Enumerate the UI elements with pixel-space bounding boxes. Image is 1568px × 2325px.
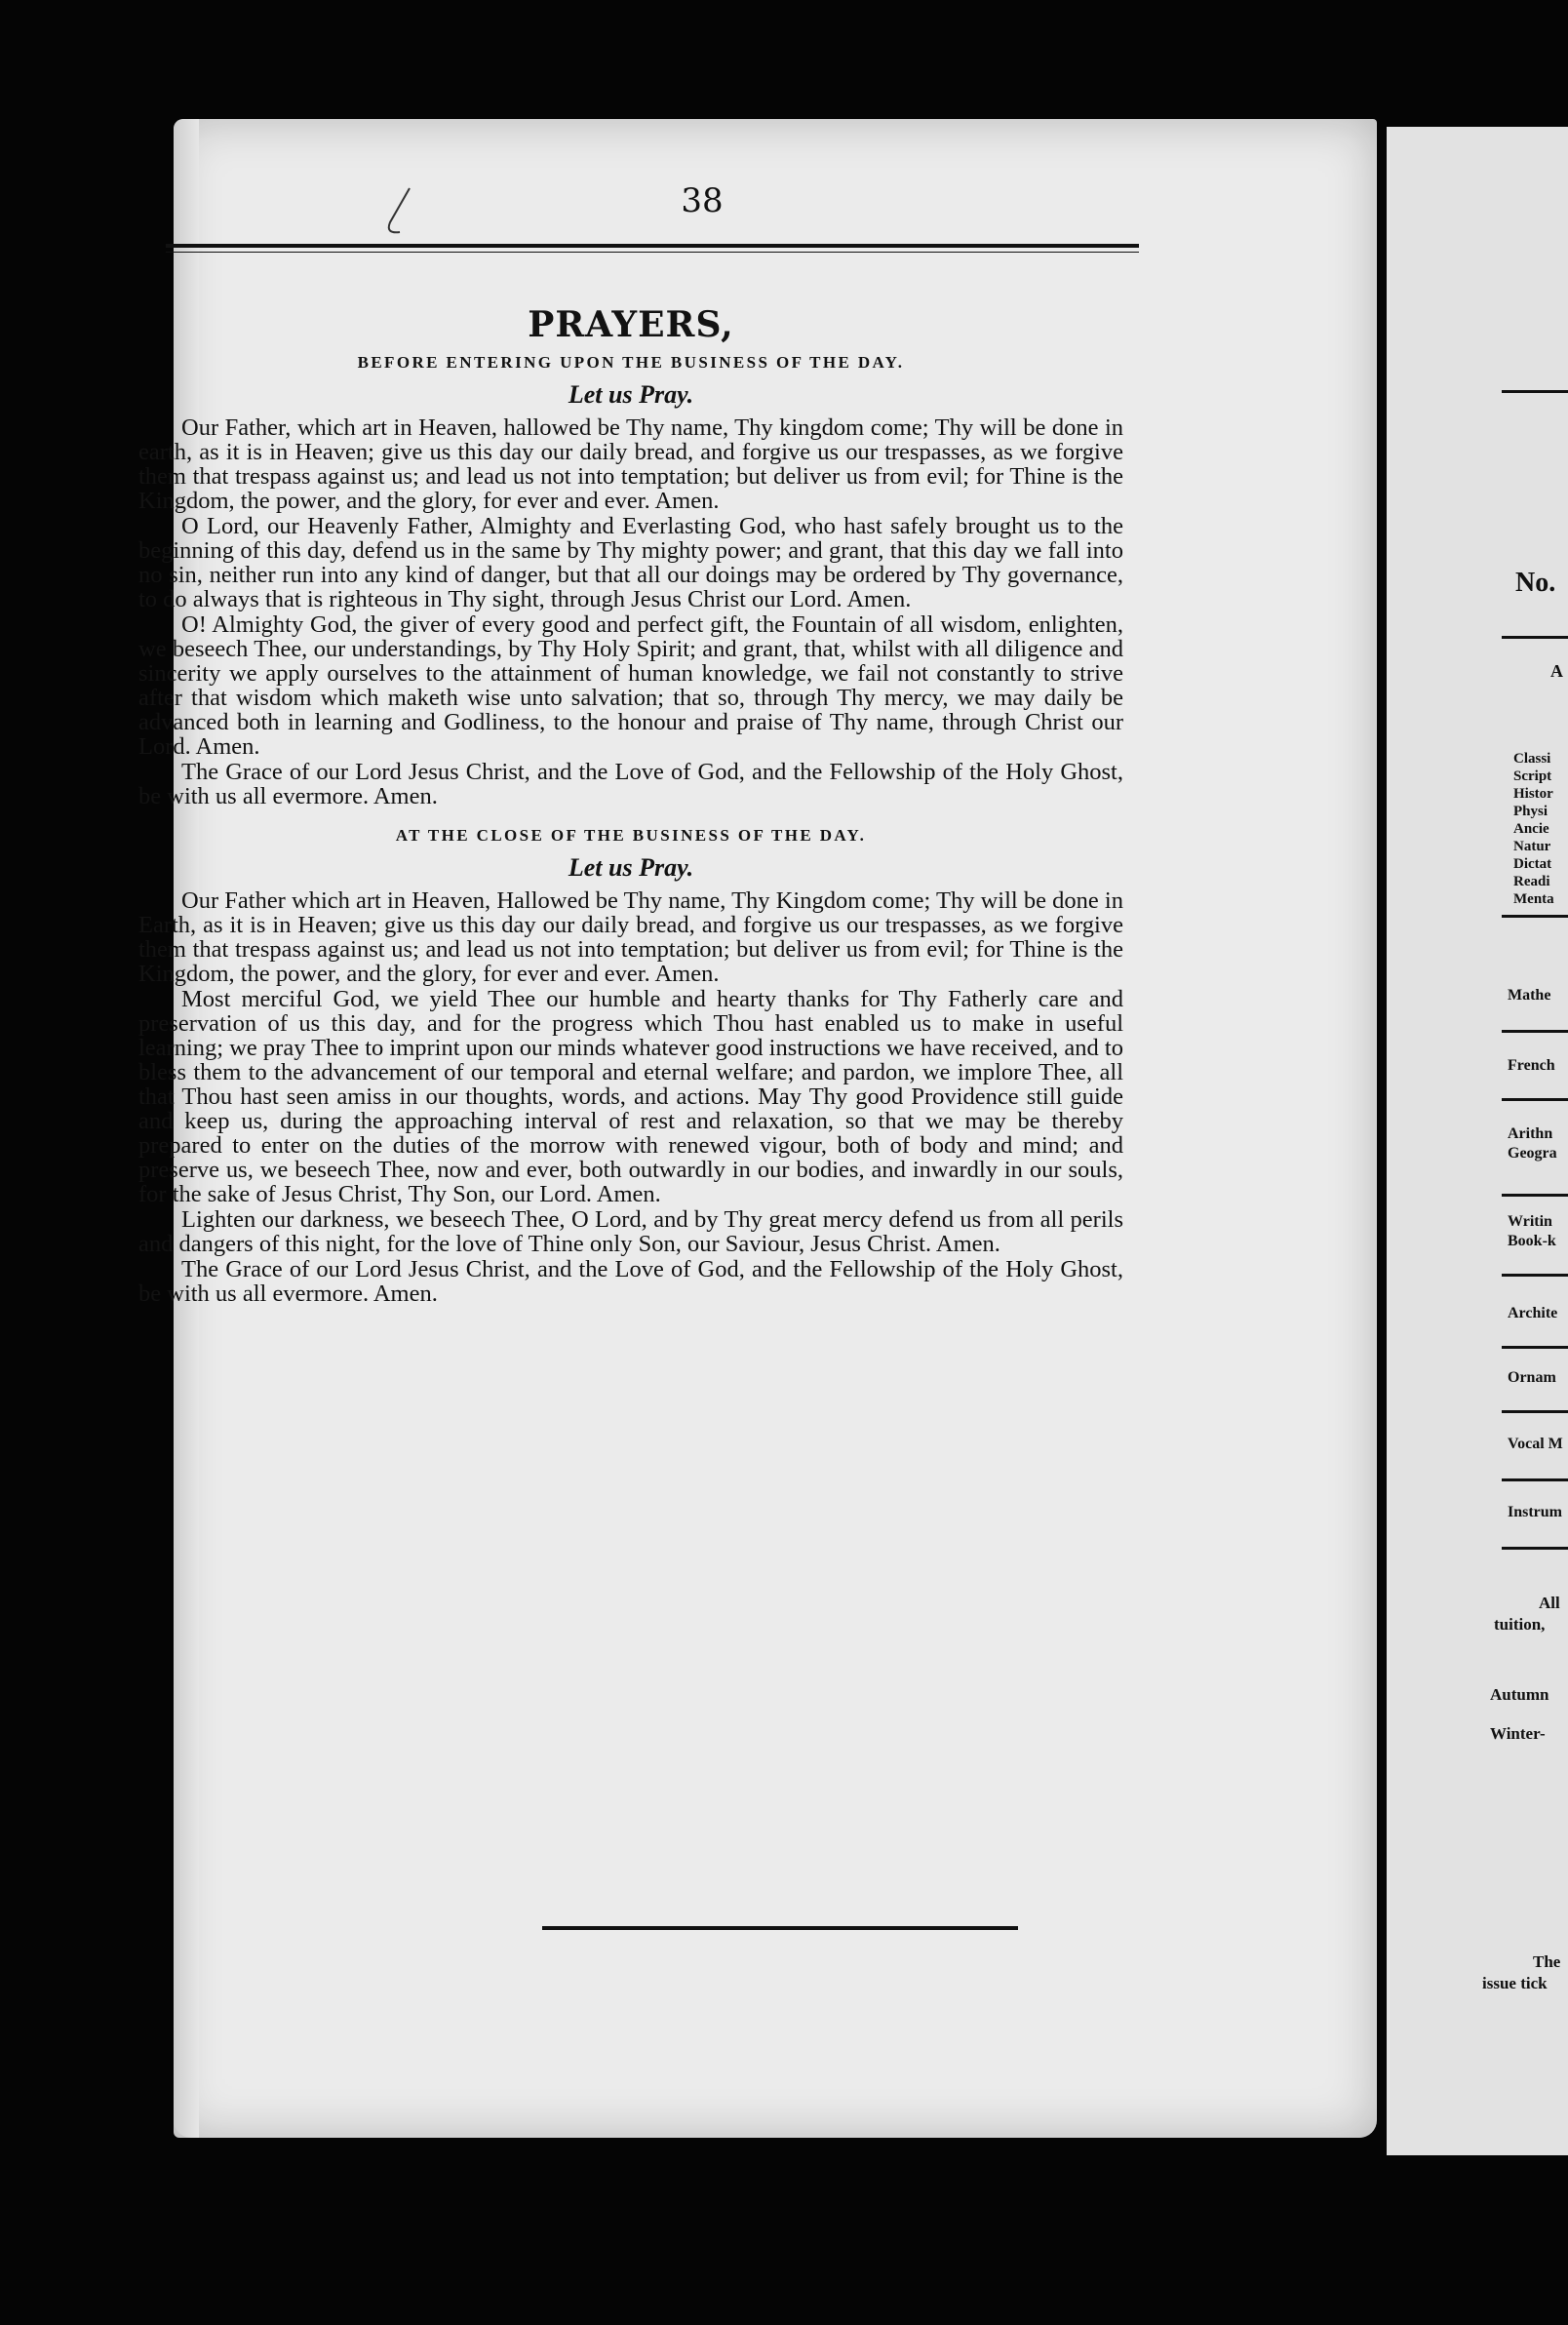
facing-item: Ancie bbox=[1513, 821, 1549, 837]
facing-item: Classi bbox=[1513, 751, 1551, 767]
facing-item: Archite bbox=[1508, 1305, 1558, 1321]
facing-rule bbox=[1502, 390, 1568, 393]
footer-rule bbox=[542, 1926, 1018, 1930]
facing-item: The bbox=[1533, 1952, 1561, 1971]
evening-prayer-2: Most merciful God, we yield Thee our humble and hearty thanks for Thy Fatherly care and preservation of us this day, and for the progress which Thou hast enabled us to make in useful learning; we pray Thee to imprint upon our minds whatever good instructions we have received, and to bless them to the advancement of our temporal and eternal welfare; and pardon, we implore Thee, all that Thou hast seen amiss in our thoughts, words, and actions. May Thy good Providence still guide and keep us, during the approaching interval of rest and relaxation, so that we may be thereby prepared to enter on the duties of the morrow with renewed vigour, both of body and mind; and preserve us, we beseech Thee, now and ever, both outwardly in our bodies, and inwardly in our souls, for the sake of Jesus Christ, Thy Son, our Lord. Amen. bbox=[138, 986, 1123, 1207]
facing-item: Book-k bbox=[1508, 1233, 1556, 1249]
evening-prayer-3: Lighten our darkness, we beseech Thee, O Lord, and by Thy great mercy defend us from all perils and dangers of this night, for the love of Thine only Son, our Saviour, Jesus Christ. Amen. bbox=[138, 1206, 1123, 1257]
facing-item: Natur bbox=[1513, 839, 1551, 854]
evening-prayer-4: The Grace of our Lord Jesus Christ, and the Love of God, and the Fellowship of the Holy Ghost, be with us all evermore. Amen. bbox=[138, 1256, 1123, 1307]
facing-rule bbox=[1502, 1194, 1568, 1197]
prayers-content bbox=[138, 304, 1123, 1307]
morning-prayer-1: Our Father, which art in Heaven, hallowed be Thy name, Thy kingdom come; Thy will be done in earth, as it is in Heaven; give us this day our daily bread, and forgive us our trespasses, as we forgive them that trespass against us; and lead us not into temptation; but deliver us from evil; for Thine is the Kingdom, the power, and the glory, for ever and ever. Amen. bbox=[138, 414, 1123, 514]
facing-item: Instrum bbox=[1508, 1504, 1563, 1520]
morning-prayer-3: O! Almighty God, the giver of every good and perfect gift, the Fountain of all wisdom, enlighten, we beseech Thee, our understandings, by Thy Holy Spirit; and grant, that, whilst with all diligence and sincerity we apply ourselves to the attainment of human knowledge, we fail not constantly to strive after that wisdom which maketh wise unto salvation; that so, through Thy mercy, we may daily be advanced both in learning and Godliness, to the honour and praise of Thy name, through Christ our Lord. Amen. bbox=[138, 611, 1123, 760]
facing-item: Winter- bbox=[1490, 1724, 1546, 1743]
facing-item: French bbox=[1508, 1057, 1555, 1074]
facing-item: tuition, bbox=[1494, 1615, 1546, 1634]
facing-item: Histor bbox=[1513, 786, 1553, 802]
morning-lead: Let us Pray. bbox=[568, 380, 694, 409]
facing-rule bbox=[1502, 636, 1568, 639]
facing-item: Geogra bbox=[1508, 1145, 1557, 1162]
facing-item: All bbox=[1539, 1594, 1560, 1612]
facing-item: Arithn bbox=[1508, 1125, 1553, 1142]
facing-a: A bbox=[1550, 661, 1563, 681]
facing-rule bbox=[1502, 1346, 1568, 1349]
facing-rule bbox=[1502, 1410, 1568, 1413]
pencil-mark bbox=[371, 183, 429, 242]
evening-prayer-1: Our Father which art in Heaven, Hallowed be Thy name, Thy Kingdom come; Thy will be done in Earth, as it is in Heaven; give us this day our daily bread, and forgive us our trespasses, as we forgive them that trespass against us; and lead us not into temptation; but deliver us from evil; for Thine is the Kingdom, the power, and the glory, for ever and ever. Amen. bbox=[138, 887, 1123, 987]
facing-rule bbox=[1502, 1274, 1568, 1277]
facing-item: Script bbox=[1513, 768, 1552, 784]
morning-prayer-4: The Grace of our Lord Jesus Christ, and the Love of God, and the Fellowship of the Holy Ghost, be with us all evermore. Amen. bbox=[138, 759, 1123, 809]
facing-item: Readi bbox=[1513, 874, 1550, 889]
facing-item: Physi bbox=[1513, 804, 1548, 819]
facing-item: Dictat bbox=[1513, 856, 1552, 872]
facing-no: No. bbox=[1515, 568, 1556, 598]
evening-heading: AT THE CLOSE OF THE BUSINESS OF THE DAY. bbox=[395, 826, 867, 845]
facing-item: issue tick bbox=[1482, 1974, 1548, 1992]
page-title: PRAYERS, bbox=[528, 304, 734, 345]
facing-item: Menta bbox=[1513, 891, 1554, 907]
evening-lead: Let us Pray. bbox=[568, 853, 694, 882]
facing-rule bbox=[1502, 1547, 1568, 1550]
facing-rule bbox=[1502, 1098, 1568, 1101]
facing-item: Ornam bbox=[1508, 1369, 1556, 1386]
morning-prayer-2: O Lord, our Heavenly Father, Almighty and Everlasting God, who hast safely brought us to the beginning of this day, defend us in the same by Thy mighty power; and grant, that this day we fall into no sin, neither run into any kind of danger, but that all our doings may be ordered by Thy governance, to do always that is righteous in Thy sight, through Jesus Christ our Lord. Amen. bbox=[138, 513, 1123, 612]
facing-item: Writin bbox=[1508, 1213, 1552, 1230]
morning-heading: BEFORE ENTERING UPON THE BUSINESS OF THE DAY. bbox=[357, 353, 905, 372]
facing-rule bbox=[1502, 1478, 1568, 1481]
header-rule bbox=[166, 244, 1139, 253]
facing-item: Autumn bbox=[1490, 1685, 1549, 1704]
page-number: 38 bbox=[681, 181, 724, 220]
facing-item: Mathe bbox=[1508, 987, 1551, 1004]
facing-item: Vocal M bbox=[1508, 1436, 1563, 1452]
facing-rule bbox=[1502, 1030, 1568, 1033]
facing-rule bbox=[1502, 915, 1568, 918]
facing-page bbox=[1387, 127, 1568, 2155]
